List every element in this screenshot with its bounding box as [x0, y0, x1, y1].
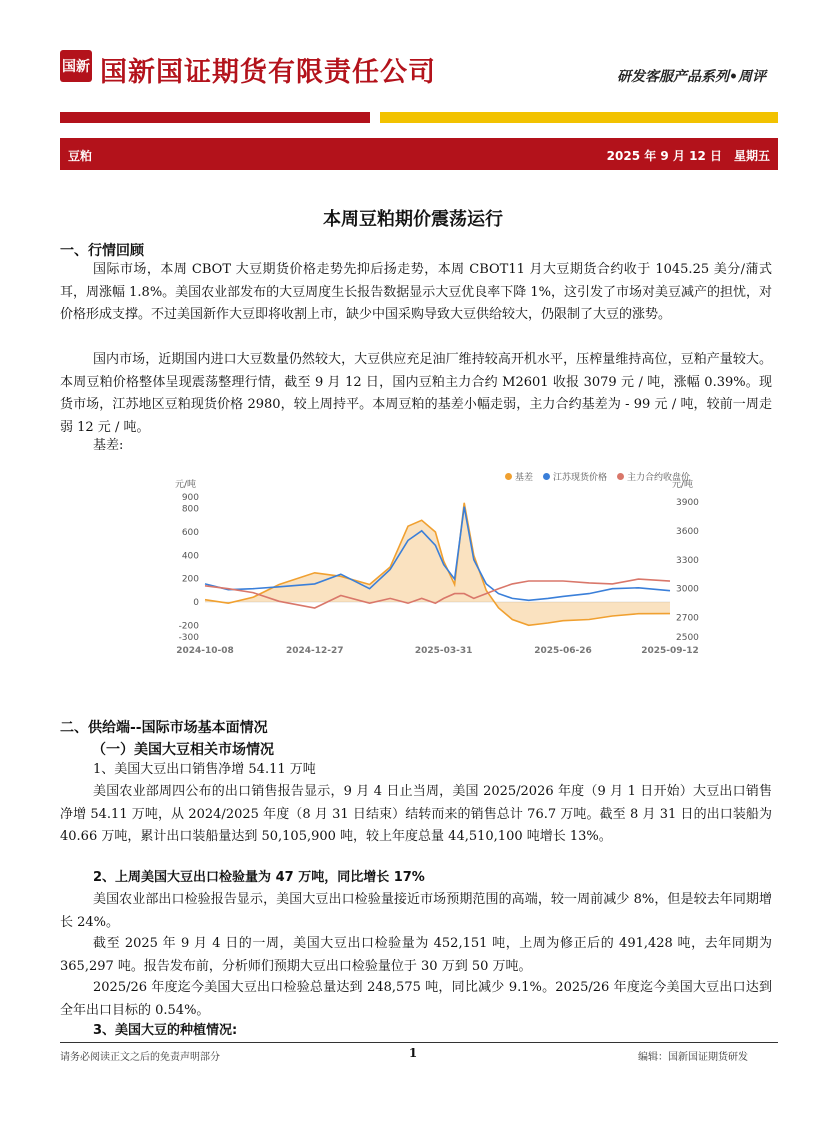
y-left-tick: 800 [181, 504, 199, 515]
y-left-tick: 200 [181, 574, 199, 585]
header-bar-red [60, 112, 370, 123]
y-left-tick: 900 [181, 493, 199, 503]
y-right-unit: 元/吨 [672, 480, 694, 490]
company-name: 国新国证期货有限责任公司 [100, 57, 436, 88]
category-label: 豆粕 [68, 149, 93, 163]
y-left-tick: 600 [181, 528, 199, 538]
paragraph-export-sales: 美国农业部周四公布的出口销售报告显示，9 月 4 日止当周，美国 2025/2026 年度（9 月 1 日开始）大豆出口销售净增 54.11 万吨，从 2024/2025 年度（8 月 31 日结束）结转而来的销售总计 76.7 万吨。截至 8 月 31 日的出口装船为 40.66 万吨，累计出口装船量达到 50,105,900 吨，较上年度总量 44,510,100 吨增长 13%。 [60, 784, 772, 844]
legend-basis: 基差 [505, 470, 533, 483]
y-right-tick: 2700 [676, 613, 699, 624]
y-left-tick: 0 [193, 598, 199, 608]
report-series: 研发客服产品系列•周评 [617, 69, 766, 85]
item-export-inspections: 2、上周美国大豆出口检验量为 47 万吨，同比增长 17% [93, 870, 425, 885]
y-left-unit: 元/吨 [175, 480, 197, 490]
y-right-tick: 3600 [676, 526, 699, 537]
paragraph-inspections-3: 2025/26 年度迄今美国大豆出口检验总量达到 248,575 吨，同比减少 9.1%。2025/26 年度迄今美国大豆出口达到全年出口目标的 0.54%。 [60, 980, 772, 1018]
company-logo: 国新 [60, 50, 92, 82]
y-right-tick: 3900 [676, 497, 699, 508]
category-band [60, 138, 778, 170]
y-left-tick: -200 [178, 621, 199, 632]
y-right-tick: 3300 [676, 555, 699, 566]
section-heading-review: 一、行情回顾 [60, 243, 144, 259]
x-tick: 2025-09-12 [641, 646, 699, 656]
x-tick: 2025-03-31 [414, 646, 473, 656]
subsection-us-soy: （一）美国大豆相关市场情况 [92, 742, 274, 758]
x-tick: 2025-06-26 [534, 646, 592, 656]
section-heading-supply: 二、供给端--国际市场基本面情况 [60, 720, 268, 736]
header-bar-yellow [380, 112, 778, 123]
paragraph-international: 国际市场，本周 CBOT 大豆期货价格走势先抑后扬走势，本周 CBOT11 月大豆期货合约收于 1045.25 美分/蒲式耳，周涨幅 1.8%。美国农业部发布的大豆周度生长报告数据显示大豆优良率下降 1%，这引发了市场对美豆减产的担忧，对价格形成支撑。不过美国新作大豆即将收割上市，缺少中国采购导致大豆供给较大，仍限制了大豆的涨势。 [60, 262, 772, 322]
report-title: 本周豆粕期价震荡运行 [323, 209, 503, 230]
basis-chart [165, 462, 715, 662]
legend-futures: 主力合约收盘价 [617, 470, 690, 483]
y-right-tick: 2500 [676, 633, 699, 643]
page-number: 1 [408, 1046, 418, 1060]
item-export-sales: 1、美国大豆出口销售净增 54.11 万吨 [93, 762, 316, 777]
legend-spot: 江苏现货价格 [543, 470, 607, 483]
y-left-tick: -300 [178, 633, 199, 643]
x-tick: 2024-12-27 [285, 646, 344, 656]
report-date: 2025 年 9 月 12 日 星期五 [606, 149, 770, 163]
paragraph-inspections-2: 截至 2025 年 9 月 4 日的一周，美国大豆出口检验量为 452,151 吨，上周为修正后的 491,428 吨，去年同期为 365,297 吨。报告发布前，分析师们预期大豆出口检验量位于 30 万到 50 万吨。 [60, 936, 772, 974]
series-area-basis [205, 503, 670, 626]
paragraph-inspections-1: 美国农业部出口检验报告显示，美国大豆出口检验量接近市场预期范围的高端，较一周前减少 8%，但是较去年同期增长 24%。 [60, 892, 772, 930]
y-left-tick: 400 [181, 551, 199, 562]
x-tick: 2024-10-08 [176, 646, 234, 656]
paragraph-domestic: 国内市场，近期国内进口大豆数量仍然较大，大豆供应充足油厂维持较高开机水平，压榨量维持高位，豆粕产量较大。本周豆粕价格整体呈现震荡整理行情，截至 9 月 12 日，国内豆粕主力合约 M2601 收报 3079 元 / 吨，涨幅 0.39%。现货市场，江苏地区豆粕现货价格 2980，较上周持平。本周豆粕的基差小幅走弱，主力合约基差为 - 99 元 / 吨，较前一周走弱 12 元 / 吨。 [60, 352, 772, 435]
footer-editor: 编辑：国新国证期货研发 [638, 1052, 748, 1063]
paragraph-basis-label: 基差: [93, 438, 124, 453]
footer-divider [60, 1042, 778, 1043]
footer-disclaimer: 请务必阅读正文之后的免责声明部分 [60, 1052, 220, 1063]
item-planting: 3、美国大豆的种植情况: [93, 1023, 238, 1038]
y-right-tick: 3000 [676, 584, 699, 595]
